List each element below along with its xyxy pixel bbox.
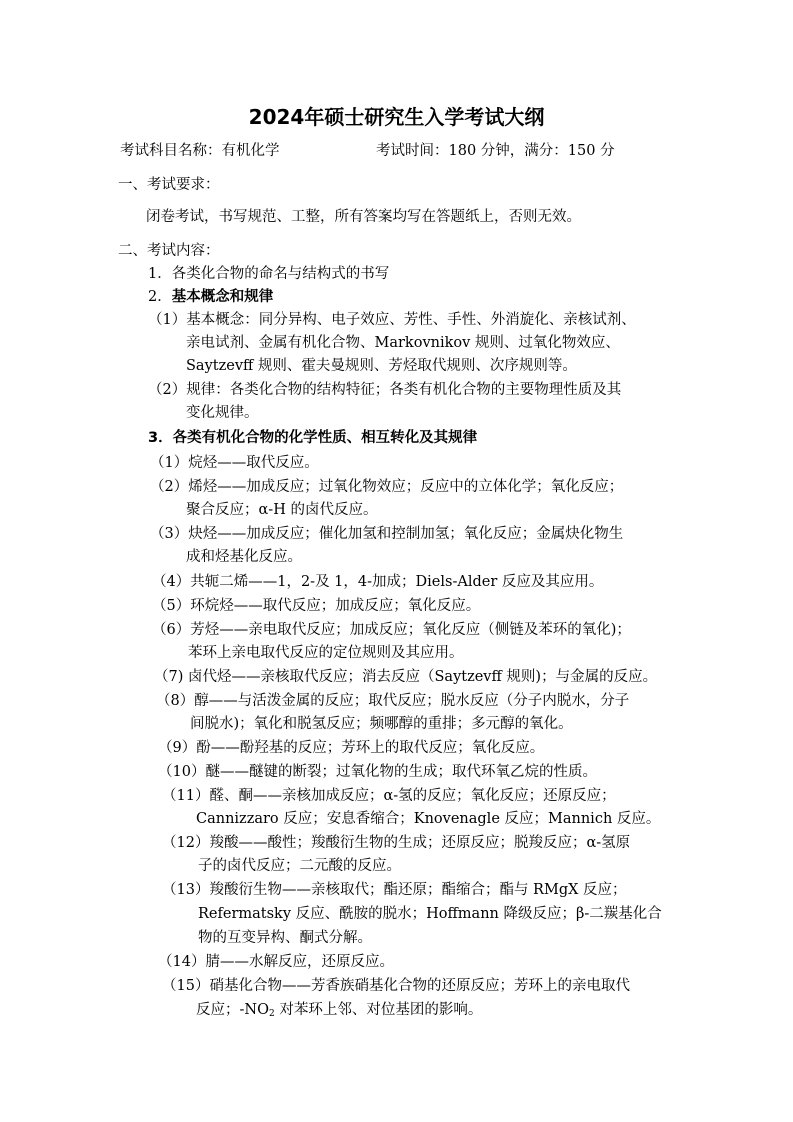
exam-time: 考试时间：180 分钟，满分：150 分	[376, 143, 615, 159]
entry-13-line-1: （13）羧酸衍生物——亲核取代；酯还原；酯缩合；酯与 RMgX 反应；	[162, 882, 627, 898]
entry-7-line-1: （7) 卤代烃——亲核取代反应；消去反应（Saytzevff 规则)；与金属的反应。	[154, 669, 658, 685]
entry-15-line-2	[196, 1000, 482, 1024]
entry-3-line-1: （3）炔烃——加成反应；催化加氢和控制加氢；氧化反应；金属炔化物生	[150, 526, 624, 542]
item-2-number: 2．	[148, 289, 172, 305]
item-3-heading: 3．各类有机化合物的化学性质、相互转化及其规律	[148, 430, 478, 446]
item-2-sub-1-line-2: 亲电试剂、金属有机化合物、Markovnikov 规则、过氧化物效应、	[186, 335, 620, 351]
item-2-sub-1-line-1: （1）基本概念：同分异构、电子效应、芳性、手性、外消旋化、亲核试剂、	[148, 312, 636, 328]
entry-12-line-1: （12）羧酸——酸性；羧酸衍生物的生成；还原反应；脱羧反应；α-氢原	[162, 835, 631, 851]
entry-6-line-2: 苯环上亲电取代反应的定位规则及其应用。	[188, 645, 464, 661]
item-2-label: 基本概念和规律	[171, 289, 274, 305]
entry-5-line-1: （5）环烷烃——取代反应；加成反应；氧化反应。	[152, 598, 481, 614]
entry-3-line-2: 成和烃基化反应。	[186, 549, 302, 565]
entry-15-line-1: （15）硝基化合物——芳香族硝基化合物的还原反应；芳环上的亲电取代	[162, 978, 630, 994]
entry-11-line-2: Cannizzaro 反应；安息香缩合；Knovenagle 反应；Mannich 反应。	[196, 811, 661, 827]
entry-15-text-b: 对苯环上邻、对位基团的影响。	[274, 1002, 483, 1018]
item-2-sub-2-line-1: （2）规律：各类化合物的结构特征；各类有机化合物的主要物理性质及其	[148, 382, 622, 398]
subscript-2: 2	[268, 1009, 275, 1019]
exam-subject: 考试科目名称：有机化学	[120, 143, 280, 159]
entry-1-line-1: （1）烷烃——取代反应。	[150, 455, 319, 471]
entry-2-line-1: （2）烯烃——加成反应；过氧化物效应；反应中的立体化学；氧化反应；	[150, 479, 624, 495]
entry-2-line-2: 聚合反应；α-H 的卤代反应。	[186, 502, 378, 518]
item-2-sub-1-line-3: Saytzevff 规则、霍夫曼规则、芳烃取代规则、次序规则等。	[186, 358, 577, 374]
entry-9-line-1: （9）酚——酚羟基的反应；芳环上的取代反应；氧化反应。	[158, 740, 545, 756]
page-title: 2024年硕士研究生入学考试大纲	[248, 105, 545, 129]
item-1: 1．各类化合物的命名与结构式的书写	[148, 266, 390, 282]
section-1-body: 闭卷考试，书写规范、工整，所有答案均写在答题纸上，否则无效。	[146, 209, 581, 225]
entry-14-line-1: （14）腈——水解反应，还原反应。	[158, 954, 394, 970]
section-2-heading: 二、考试内容：	[118, 243, 220, 259]
item-2-sub-2-line-2: 变化规律。	[186, 405, 259, 421]
entry-10-line-1: （10）醚——醚键的断裂；过氧化物的生成；取代环氧乙烷的性质。	[158, 764, 597, 780]
entry-8-line-1: （8）醇——与活泼金属的反应；取代反应；脱水反应（分子内脱水，分子	[156, 693, 630, 709]
entry-6-line-1: （6）芳烃——亲电取代反应；加成反应；氧化反应（侧链及苯环的氧化)；	[152, 622, 631, 638]
entry-15-text-a: 反应；-NO	[196, 1002, 269, 1018]
entry-13-line-2: Refermatsky 反应、酰胺的脱水；Hoffmann 降级反应；β-二羰基化合	[198, 906, 662, 922]
entry-11-line-1: （11）醛、酮——亲核加成反应；α-氢的反应；氧化反应；还原反应；	[162, 788, 616, 804]
item-2-heading	[148, 287, 273, 307]
section-1-heading: 一、考试要求：	[118, 177, 220, 193]
entry-4-line-1: （4）共轭二烯——1，2-及 1，4-加成；Diels-Alder 反应及其应用。	[152, 574, 604, 590]
entry-8-line-2: 间脱水)；氧化和脱氢反应；频哪醇的重排；多元醇的氧化。	[190, 716, 573, 732]
entry-13-line-3: 物的互变异构、酮式分解。	[198, 930, 372, 946]
entry-12-line-2: 子的卤代反应；二元酸的反应。	[198, 858, 401, 874]
